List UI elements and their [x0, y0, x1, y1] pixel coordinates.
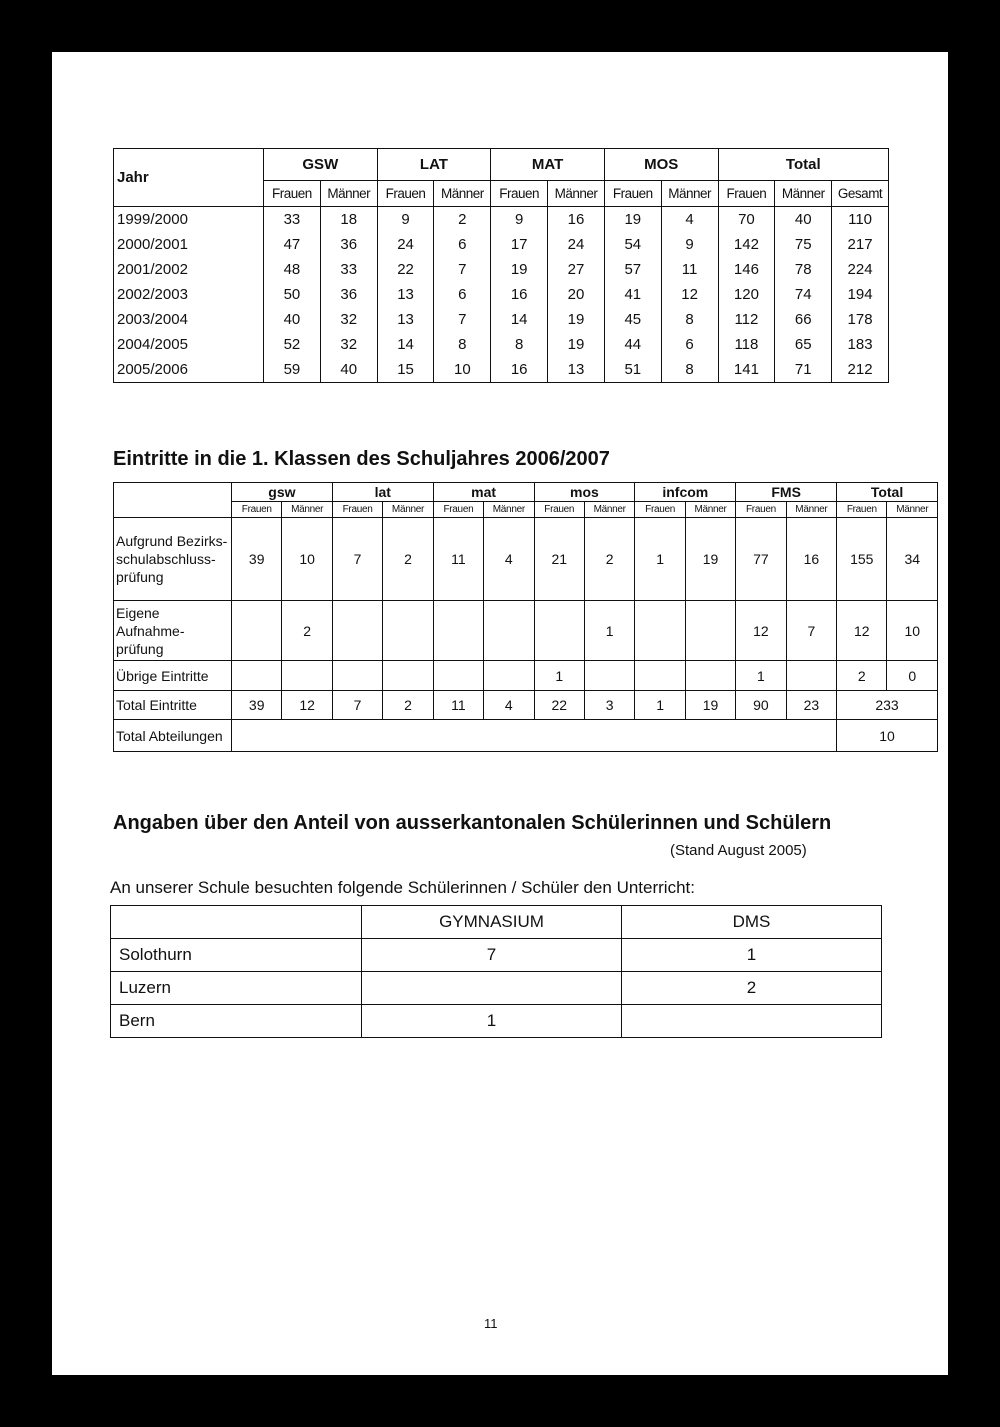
table-cell: 7 — [362, 939, 622, 972]
table-cell: 16 — [548, 207, 605, 233]
group-header: lat — [332, 483, 433, 502]
table-cell: 33 — [264, 207, 321, 233]
table-cell: 8 — [434, 332, 491, 357]
table-cell: 2 — [622, 972, 882, 1005]
table-cell — [232, 661, 282, 691]
group-header: GSW — [264, 149, 378, 181]
table-cell: 12 — [661, 282, 718, 307]
table-cell — [685, 661, 735, 691]
table-cell: 2 — [837, 661, 887, 691]
table-cell: 11 — [433, 691, 483, 720]
table-cell — [635, 661, 685, 691]
column-header: Männer — [661, 181, 718, 207]
intro-text: An unserer Schule besuchten folgende Schülerinnen / Schüler den Unterricht: — [110, 878, 695, 897]
column-header: DMS — [622, 906, 882, 939]
column-header: Männer — [434, 181, 491, 207]
table-cell — [383, 661, 433, 691]
table-cell — [433, 601, 483, 661]
table-cell: 39 — [232, 691, 282, 720]
table-cell: 7 — [434, 307, 491, 332]
table-row — [114, 332, 889, 357]
column-header: Männer — [887, 502, 938, 518]
column-header: Frauen — [635, 502, 685, 518]
section-heading-ausserkantonal: Angaben über den Anteil von ausserkantonalen Schülerinnen und Schülern — [113, 812, 832, 834]
column-header: Männer — [484, 502, 534, 518]
column-header-year: Jahr — [114, 149, 264, 207]
table-cell: 77 — [736, 518, 786, 601]
table-cell: 19 — [548, 307, 605, 332]
column-header: Frauen — [491, 181, 548, 207]
table-cell: 1 — [635, 518, 685, 601]
table-cell: 20 — [548, 282, 605, 307]
table-cell: 14 — [377, 332, 434, 357]
table-cell: 120 — [718, 282, 775, 307]
row-label: Total Eintritte — [114, 691, 232, 720]
row-label: Übrige Eintritte — [114, 661, 232, 691]
column-header: Männer — [548, 181, 605, 207]
column-header: Gesamt — [832, 181, 889, 207]
table-cell: 2 — [282, 601, 332, 661]
table-cell — [433, 661, 483, 691]
table-cell — [332, 601, 382, 661]
table-cell — [484, 601, 534, 661]
table-cell: 183 — [832, 332, 889, 357]
table-cell — [232, 601, 282, 661]
table-cell: 59 — [264, 357, 321, 383]
column-header: Männer — [775, 181, 832, 207]
table-cell: 217 — [832, 232, 889, 257]
table-cell: 44 — [604, 332, 661, 357]
column-header: Frauen — [534, 502, 584, 518]
row-label: 2000/2001 — [114, 232, 264, 257]
table-cell: 2 — [434, 207, 491, 233]
table-cell: 33 — [320, 257, 377, 282]
document-page — [52, 52, 948, 1375]
entries-table — [113, 482, 938, 752]
table-cell: 71 — [775, 357, 832, 383]
column-header: GYMNASIUM — [362, 906, 622, 939]
row-label: 1999/2000 — [114, 207, 264, 233]
table-cell — [383, 601, 433, 661]
group-header: LAT — [377, 149, 491, 181]
table-cell: 212 — [832, 357, 889, 383]
table-row — [111, 972, 882, 1005]
table-cell: 9 — [661, 232, 718, 257]
table-cell: 118 — [718, 332, 775, 357]
group-header: Total — [718, 149, 889, 181]
grand-total-cell: 233 — [837, 691, 938, 720]
table-cell: 146 — [718, 257, 775, 282]
table-cell: 6 — [434, 232, 491, 257]
external-students-table — [110, 905, 882, 1038]
column-header: Frauen — [232, 502, 282, 518]
group-header: mat — [433, 483, 534, 502]
table-cell: 13 — [377, 282, 434, 307]
table-row — [114, 661, 938, 691]
table-row — [114, 257, 889, 282]
table-cell — [534, 601, 584, 661]
table-cell: 40 — [775, 207, 832, 233]
table-cell — [362, 972, 622, 1005]
table-cell: 14 — [491, 307, 548, 332]
table-cell: 13 — [377, 307, 434, 332]
page-number: 11 — [484, 1316, 498, 1331]
table-cell: 4 — [484, 518, 534, 601]
row-label: Eigene Aufnahme-prüfung — [114, 601, 232, 661]
table-cell: 141 — [718, 357, 775, 383]
table-cell: 27 — [548, 257, 605, 282]
table-cell: 45 — [604, 307, 661, 332]
column-header: Männer — [383, 502, 433, 518]
table-cell: 2 — [383, 691, 433, 720]
table-cell: 65 — [775, 332, 832, 357]
table-cell: 9 — [491, 207, 548, 233]
table-cell: 90 — [736, 691, 786, 720]
table-cell: 15 — [377, 357, 434, 383]
group-header: Total — [837, 483, 938, 502]
group-header: mos — [534, 483, 635, 502]
table-cell: 8 — [661, 307, 718, 332]
table-cell: 78 — [775, 257, 832, 282]
empty-span-cell — [232, 720, 837, 752]
table-cell: 47 — [264, 232, 321, 257]
table-cell: 6 — [661, 332, 718, 357]
table-row — [111, 939, 882, 972]
column-header: Frauen — [604, 181, 661, 207]
table-cell: 13 — [548, 357, 605, 383]
table-row — [111, 1005, 882, 1038]
group-header: MOS — [604, 149, 718, 181]
table-cell: 16 — [786, 518, 836, 601]
column-header: Frauen — [837, 502, 887, 518]
table-cell: 4 — [484, 691, 534, 720]
table-cell: 12 — [736, 601, 786, 661]
column-header: Männer — [320, 181, 377, 207]
table-cell: 32 — [320, 307, 377, 332]
table-cell: 1 — [622, 939, 882, 972]
column-header: Frauen — [377, 181, 434, 207]
row-label: 2004/2005 — [114, 332, 264, 357]
row-label: Total Abteilungen — [114, 720, 232, 752]
table-cell: 40 — [264, 307, 321, 332]
table-cell: 36 — [320, 232, 377, 257]
table-row — [114, 518, 938, 601]
table-cell: 16 — [491, 282, 548, 307]
table-cell: 23 — [786, 691, 836, 720]
table-cell: 48 — [264, 257, 321, 282]
row-label: 2002/2003 — [114, 282, 264, 307]
table-cell: 24 — [377, 232, 434, 257]
table-cell — [622, 1005, 882, 1038]
table-cell: 16 — [491, 357, 548, 383]
table-row — [114, 282, 889, 307]
table-cell: 8 — [661, 357, 718, 383]
row-label: Bern — [111, 1005, 362, 1038]
table-cell: 11 — [661, 257, 718, 282]
row-label: 2005/2006 — [114, 357, 264, 383]
table-cell: 22 — [377, 257, 434, 282]
table-cell: 11 — [433, 518, 483, 601]
group-header: gsw — [232, 483, 333, 502]
table-cell: 41 — [604, 282, 661, 307]
table-cell — [332, 661, 382, 691]
table-cell: 6 — [434, 282, 491, 307]
table-row — [114, 207, 889, 233]
column-header: Frauen — [736, 502, 786, 518]
table-cell: 112 — [718, 307, 775, 332]
table-cell: 19 — [548, 332, 605, 357]
table-cell — [282, 661, 332, 691]
table-cell: 7 — [434, 257, 491, 282]
table-cell: 8 — [491, 332, 548, 357]
row-label: Luzern — [111, 972, 362, 1005]
row-label: Aufgrund Bezirks-schulabschluss-prüfung — [114, 518, 232, 601]
table-cell: 224 — [832, 257, 889, 282]
table-cell: 10 — [887, 601, 938, 661]
table-cell: 12 — [837, 601, 887, 661]
table-cell: 54 — [604, 232, 661, 257]
header-row — [114, 483, 938, 502]
table-cell: 57 — [604, 257, 661, 282]
table-cell — [786, 661, 836, 691]
header-row — [111, 906, 882, 939]
table-cell: 24 — [548, 232, 605, 257]
abteilungen-row — [114, 720, 938, 752]
table-cell: 19 — [604, 207, 661, 233]
table-cell: 178 — [832, 307, 889, 332]
column-header: Männer — [685, 502, 735, 518]
table-cell: 12 — [282, 691, 332, 720]
table-cell: 19 — [491, 257, 548, 282]
table-cell — [635, 601, 685, 661]
table-cell: 39 — [232, 518, 282, 601]
table-cell — [584, 661, 634, 691]
table-cell: 36 — [320, 282, 377, 307]
row-label: Solothurn — [111, 939, 362, 972]
table-cell: 34 — [887, 518, 938, 601]
table-cell: 110 — [832, 207, 889, 233]
table-cell: 74 — [775, 282, 832, 307]
enrollment-history-table — [113, 148, 889, 383]
table-cell — [484, 661, 534, 691]
table-cell: 155 — [837, 518, 887, 601]
table-cell: 2 — [383, 518, 433, 601]
table-cell: 9 — [377, 207, 434, 233]
column-header: Männer — [282, 502, 332, 518]
table-cell: 1 — [635, 691, 685, 720]
row-label: 2003/2004 — [114, 307, 264, 332]
section-heading-eintritte: Eintritte in die 1. Klassen des Schuljahres 2006/2007 — [113, 448, 610, 470]
table-cell: 70 — [718, 207, 775, 233]
table-cell: 7 — [332, 691, 382, 720]
table-cell: 194 — [832, 282, 889, 307]
table-cell: 66 — [775, 307, 832, 332]
table-cell: 1 — [534, 661, 584, 691]
column-header: Frauen — [718, 181, 775, 207]
group-header: MAT — [491, 149, 605, 181]
table-cell: 142 — [718, 232, 775, 257]
table-cell: 19 — [685, 518, 735, 601]
column-header: Männer — [786, 502, 836, 518]
table-cell: 40 — [320, 357, 377, 383]
table-cell: 4 — [661, 207, 718, 233]
table-cell: 19 — [685, 691, 735, 720]
table-row — [114, 357, 889, 383]
table-cell: 3 — [584, 691, 634, 720]
table-row — [114, 232, 889, 257]
table-cell — [685, 601, 735, 661]
table-row — [114, 307, 889, 332]
column-header: Männer — [584, 502, 634, 518]
abteilungen-value: 10 — [837, 720, 938, 752]
table-row — [114, 601, 938, 661]
table-cell: 1 — [736, 661, 786, 691]
table-cell: 7 — [786, 601, 836, 661]
table-cell: 10 — [434, 357, 491, 383]
subheader-row — [114, 502, 938, 518]
table-cell: 17 — [491, 232, 548, 257]
row-label: 2001/2002 — [114, 257, 264, 282]
table-cell: 0 — [887, 661, 938, 691]
stand-note: (Stand August 2005) — [670, 842, 807, 859]
table-cell: 32 — [320, 332, 377, 357]
group-header: infcom — [635, 483, 736, 502]
total-row — [114, 691, 938, 720]
table-cell: 1 — [362, 1005, 622, 1038]
table-cell: 2 — [584, 518, 634, 601]
table-cell: 22 — [534, 691, 584, 720]
table-cell: 75 — [775, 232, 832, 257]
table-cell: 52 — [264, 332, 321, 357]
empty-header — [114, 483, 232, 518]
header-row — [114, 149, 889, 181]
column-header: Frauen — [433, 502, 483, 518]
table-cell: 21 — [534, 518, 584, 601]
table-cell: 51 — [604, 357, 661, 383]
table-cell: 10 — [282, 518, 332, 601]
column-header: Frauen — [264, 181, 321, 207]
table-cell: 50 — [264, 282, 321, 307]
table-cell: 7 — [332, 518, 382, 601]
table-cell: 18 — [320, 207, 377, 233]
table-cell: 1 — [584, 601, 634, 661]
column-header — [111, 906, 362, 939]
column-header: Frauen — [332, 502, 382, 518]
group-header: FMS — [736, 483, 837, 502]
